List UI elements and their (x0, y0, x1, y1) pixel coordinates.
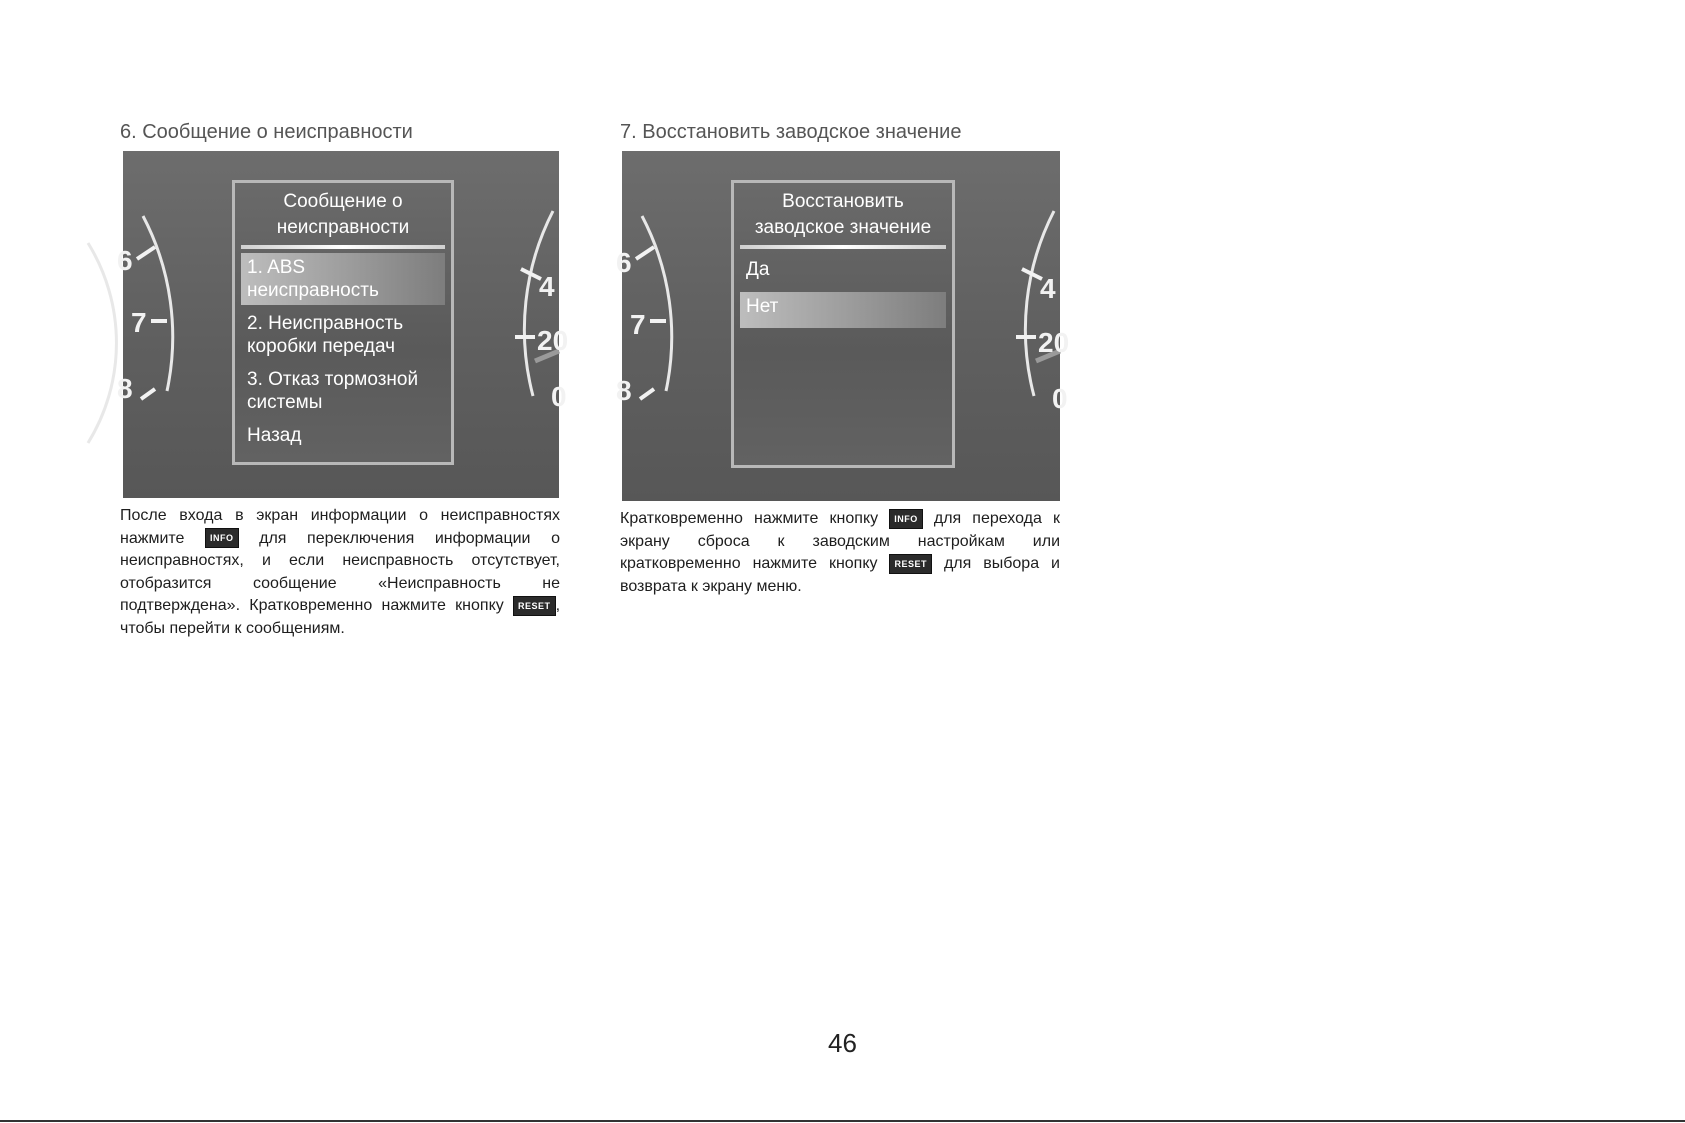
menu-header: Сообщение о неисправности (276, 191, 410, 238)
right-gauge-label: 4 (1040, 273, 1056, 304)
info-button-icon: INFO (889, 509, 923, 529)
paragraph-text: , чтобы перейти к сообщениям. (120, 597, 561, 637)
paragraph-text: После входа в экран информации о неисправностях нажмите (120, 507, 560, 547)
menu-header-divider (740, 245, 946, 249)
menu-item-yes[interactable]: Да (746, 259, 770, 280)
left-gauge-label: 7 (630, 309, 646, 340)
right-gauge-label: 0 (1052, 383, 1068, 414)
menu-header-divider (241, 245, 445, 249)
menu-item-brakes[interactable]: 3. Отказ тормозной системы (247, 369, 419, 413)
paragraph-text: Кратковременно нажмите кнопку (620, 510, 879, 527)
page-number: 46 (828, 1028, 857, 1058)
bottom-rule (0, 1120, 1685, 1122)
info-button-icon: INFO (205, 528, 239, 548)
reset-menu (731, 180, 955, 468)
menu-header: Восстановить заводское значение (754, 191, 932, 238)
right-gauge-label: 20 (1038, 327, 1070, 358)
reset-button-icon: RESET (513, 596, 556, 616)
menu-item-back[interactable]: Назад (247, 425, 302, 446)
left-gauge-label: 8 (117, 373, 133, 404)
fault-message-screen (117, 151, 569, 498)
left-gauge-label: 6 (117, 245, 133, 276)
fault-menu (232, 180, 454, 465)
menu-item-transmission[interactable]: 2. Неисправность коробки передач (247, 313, 404, 357)
reset-button-icon: RESET (889, 554, 932, 574)
section-6-title: 6. Сообщение о неисправности (120, 121, 413, 143)
left-gauge-label: 8 (616, 375, 632, 406)
paragraph-text: для перехода к экрану сброса к заводским настройкам или кратковременно нажмите кнопку (620, 510, 1061, 572)
section-7-paragraph (620, 508, 1060, 598)
paragraph-text: для выбора и возврата к экрану меню. (620, 555, 1060, 595)
right-gauge-label: 4 (539, 271, 555, 302)
paragraph-text: для переключения информации о неисправностях, и если неисправность отсутствует, отобразится сообщение «Неисправность не подтверждена». Кратковременно нажмите кнопку (120, 529, 560, 614)
menu-item-no[interactable]: Нет (740, 292, 946, 328)
left-gauge-label: 7 (131, 307, 147, 338)
factory-reset-screen (616, 151, 1070, 501)
section-6-paragraph (120, 505, 560, 640)
section-7-title: 7. Восстановить заводское значение (620, 121, 962, 143)
right-gauge-label: 0 (551, 381, 567, 412)
right-gauge-label: 20 (537, 325, 569, 356)
menu-item-abs[interactable]: 1. ABS неисправность (241, 253, 445, 305)
left-gauge-label: 6 (616, 247, 632, 278)
